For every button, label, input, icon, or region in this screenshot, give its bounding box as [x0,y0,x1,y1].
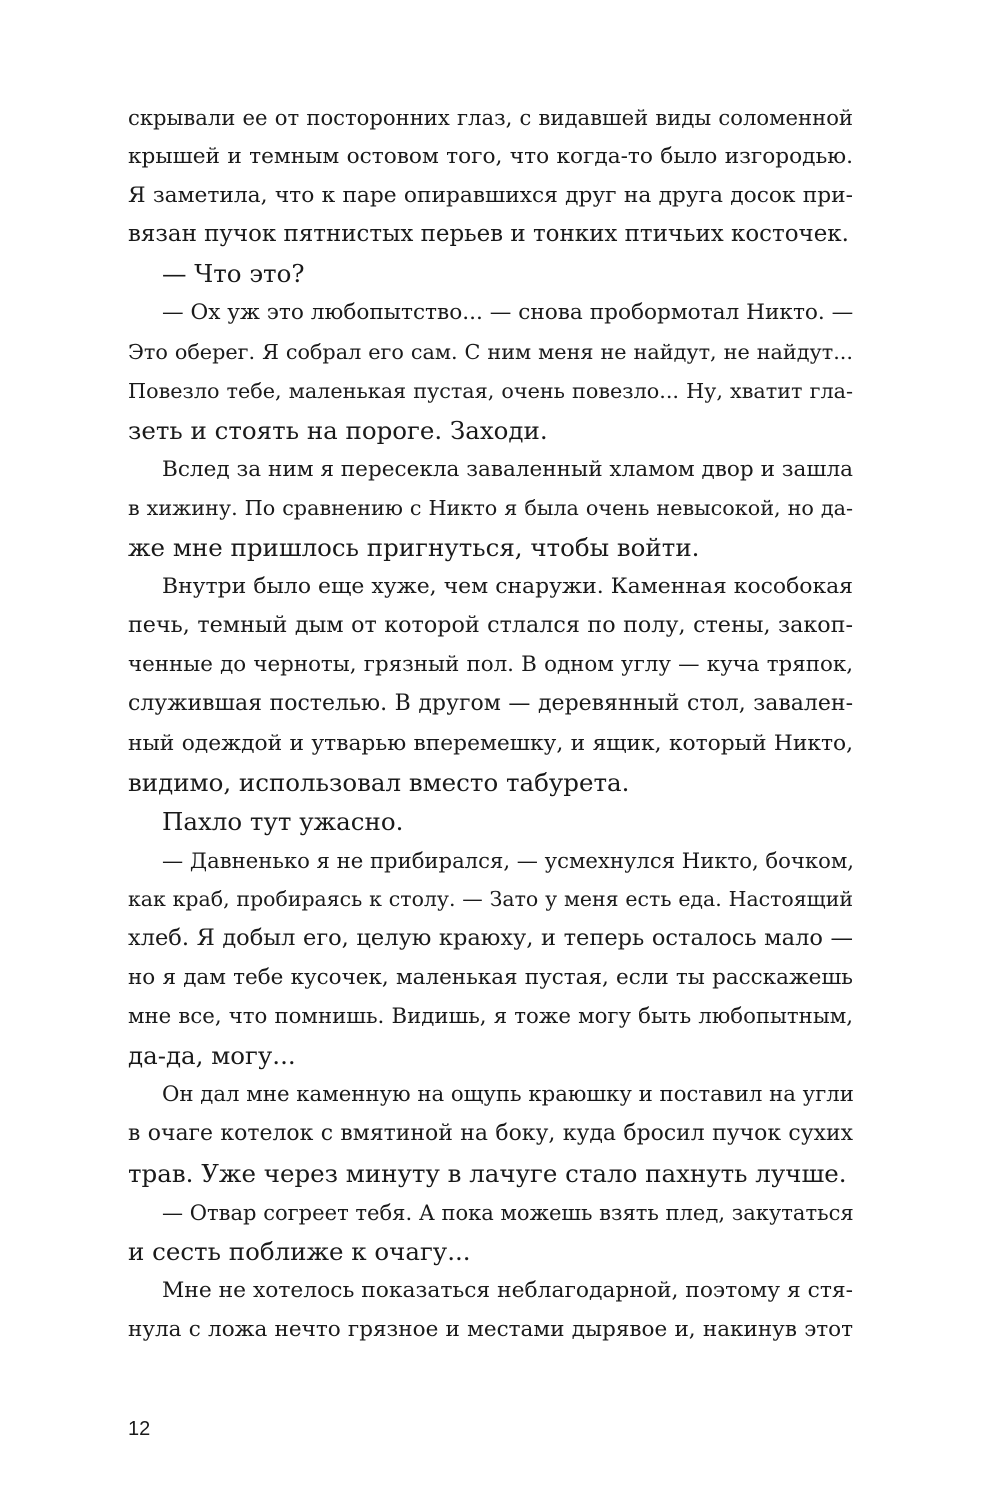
text-line: Это оберег. Я собрал его сам. С ним меня не найдут, не найдут... [128,339,853,364]
text-line: крышей и темным остовом того, что когда-то было изгородью. [128,144,853,170]
text-line: да-да, могу... [128,1041,296,1071]
text-line: Я заметила, что к паре опиравшихся друг на друга досок при- [128,183,853,209]
page-number: 12 [128,1418,151,1440]
text-line: в очаге котелок с вмятиной на боку, куда бросил пучок сухих [128,1121,853,1147]
text-line: нула с ложа нечто грязное и местами дырявое и, накинув этот [128,1316,853,1342]
text-line: мне все, что помнишь. Видишь, я тоже могу быть любопытным, [128,1004,853,1030]
text-line: в хижину. По сравнению с Никто я была очень невысокой, но да- [128,495,853,520]
text-line: — Что это? [162,259,305,289]
text-line: как краб, пробираясь к столу. — Зато у меня есть еда. Настоящий [128,886,853,911]
text-line: печь, темный дым от которой стлался по полу, стены, закоп- [128,612,853,639]
text-line: ный одеждой и утварью вперемешку, и ящик, который Никто, [128,730,853,756]
text-line: Мне не хотелось показаться неблагодарной, поэтому я стя- [162,1277,853,1303]
text-line: видимо, использовал вместо табурета. [128,767,630,797]
text-line: — Отвар согреет тебя. А пока можешь взять плед, закутаться [162,1199,854,1225]
text-line: Повезло тебе, маленькая пустая, очень повезло... Ну, хватит гла- [128,378,853,403]
text-line: служившая постелью. В другом — деревянный стол, завален- [128,691,853,717]
text-line: но я дам тебе кусочек, маленькая пустая, если ты расскажешь [128,965,853,991]
text-line: зеть и стоять на пороге. Заходи. [128,415,548,445]
text-line: хлеб. Я добыл его, целую краюху, и теперь осталось мало — [128,924,853,951]
text-line: и сесть поближе к очагу... [128,1236,471,1266]
text-line: ченные до черноты, грязный пол. В одном углу — куча тряпок, [128,652,853,678]
body-text [128,98,853,1349]
text-line: — Давненько я не прибирался, — усмехнулся Никто, бочком, [162,847,855,873]
text-line: трав. Уже через минуту в лачуге стало пахнуть лучше. [128,1158,847,1188]
text-line: Внутри было еще хуже, чем снаружи. Каменная кособокая [162,574,853,600]
text-line: Пахло тут ужасно. [162,806,404,836]
text-line: Он дал мне каменную на ощупь краюшку и поставил на угли [162,1082,854,1108]
text-line: скрывали ее от посторонних глаз, с видавшей виды соломенной [128,105,853,130]
text-line: вязан пучок пятнистых перьев и тонких птичьих косточек. [128,221,849,248]
text-line: же мне пришлось пригнуться, чтобы войти. [128,533,700,563]
text-line: Вслед за ним я пересекла заваленный хламом двор и зашла [162,456,854,482]
text-line: — Ох уж это любопытство... — снова пробормотал Никто. — [162,300,854,326]
